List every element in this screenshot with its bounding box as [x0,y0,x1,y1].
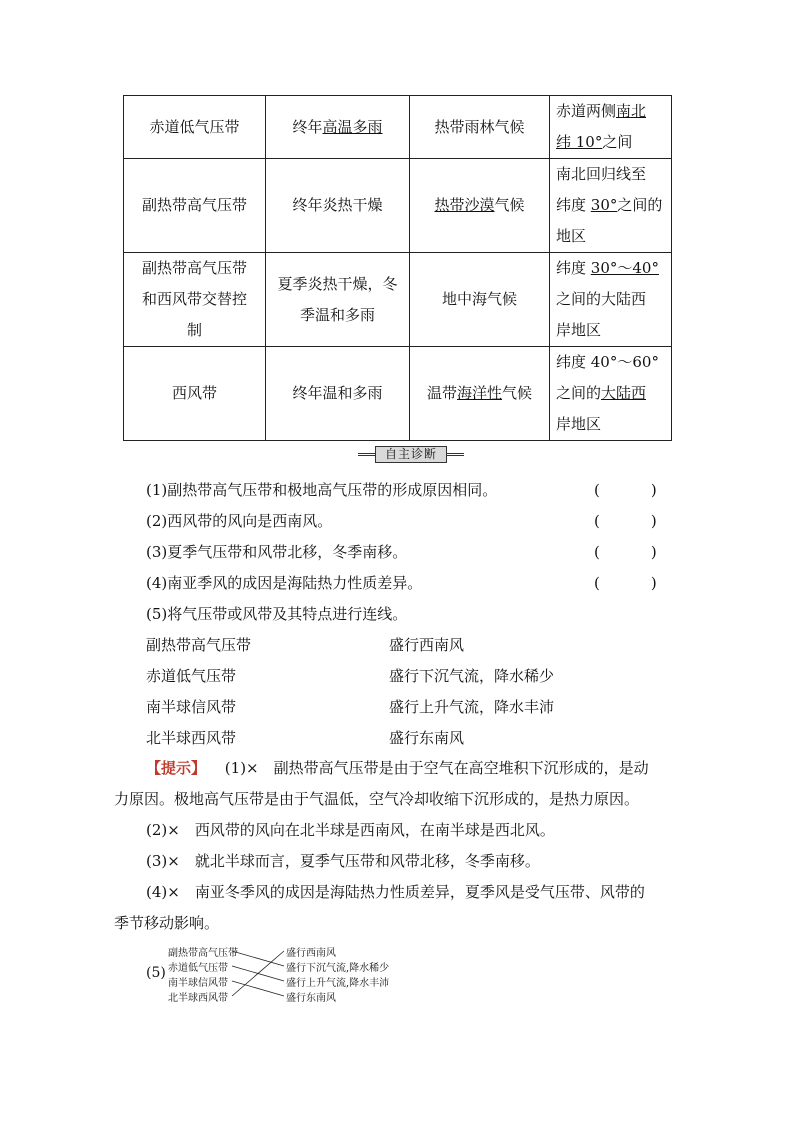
table-cell: 热带雨林气候 [410,96,550,159]
table-cell: 终年温和多雨 [266,347,410,441]
match-right-item: 盛行上升气流，降水丰沛 [389,698,555,716]
section-banner [358,446,464,462]
table-row [124,347,672,441]
figure-left-item: 赤道低气压带 [168,963,228,974]
climate-table [123,95,672,441]
connector-line [232,981,284,996]
connector-line [232,951,284,996]
table-cell: 副热带高气压带 和西风带交替控 制 [124,253,266,347]
question-2: (2)西风带的风向是西南风。 [146,512,333,530]
match-left-item: 南半球信风带 [146,698,237,716]
figure-left-item: 北半球西风带 [168,993,228,1004]
figure-left-item: 南半球信风带 [168,978,228,989]
table-cell: 夏季炎热干燥，冬 季温和多雨 [266,253,410,347]
connector-line [232,951,284,966]
figure-label: (5) [146,965,166,981]
answer-paren-3: ( ) [594,543,675,561]
figure-right-item: 盛行西南风 [286,948,336,959]
table-cell: 赤道两侧南北 纬 10°之间 [550,96,672,159]
match-left-item: 北半球西风带 [146,729,237,747]
table-cell: 纬度 40°～60° 之间的大陆西 岸地区 [550,347,672,441]
table-cell: 西风带 [124,347,266,441]
table-cell: 温带海洋性气候 [410,347,550,441]
table-cell: 终年高温多雨 [266,96,410,159]
question-4: (4)南亚季风的成因是海陆热力性质差异。 [146,574,423,592]
match-right-item: 盛行西南风 [389,636,465,654]
figure-right-item: 盛行上升气流,降水丰沛 [286,978,390,989]
table-cell: 地中海气候 [410,253,550,347]
table-cell: 副热带高气压带 [124,159,266,253]
answer-line: (4)× 南亚冬季风的成因是海陆热力性质差异，夏季风是受气压带、风带的 [146,883,645,901]
table-cell: 终年炎热干燥 [266,159,410,253]
table-row [124,159,672,253]
hint-label: 【提示】 [146,759,207,777]
table-row [124,253,672,347]
answer-paren-4: ( ) [594,574,675,592]
question-1: (1)副热带高气压带和极地高气压带的形成原因相同。 [146,481,498,499]
table-row [124,96,672,159]
banner-label: 自主诊断 [375,446,447,463]
answer-line: 季节移动影响。 [114,914,220,932]
table-cell: 南北回归线至 纬度 30°之间的 地区 [550,159,672,253]
figure-right-item: 盛行东南风 [286,993,336,1004]
table-cell: 热带沙漠气候 [410,159,550,253]
answer-paren-1: ( ) [594,481,675,499]
answer-line: (3)× 就北半球而言，夏季气压带和风带北移，冬季南移。 [146,852,540,870]
answer-line: (2)× 西风带的风向在北半球是西南风，在南半球是西北风。 [146,821,555,839]
answer-text: (1)× 副热带高气压带是由于空气在高空堆积下沉形成的，是动 [224,759,649,777]
match-left-item: 副热带高气压带 [146,636,252,654]
match-connector-lines [230,944,288,1006]
answer-paren-2: ( ) [594,512,675,530]
figure-right-item: 盛行下沉气流,降水稀少 [286,963,390,974]
figure-left-item: 副热带高气压带 [168,948,238,959]
answer-line: 力原因。极地高气压带是由于气温低，空气冷却收缩下沉形成的，是热力原因。 [114,790,640,808]
table-cell: 赤道低气压带 [124,96,266,159]
match-right-item: 盛行东南风 [389,729,465,747]
match-left-item: 赤道低气压带 [146,667,237,685]
answer-line [146,753,649,784]
question-5: (5)将气压带或风带及其特点进行连线。 [146,605,408,623]
table-cell: 纬度 30°～40° 之间的大陆西 岸地区 [550,253,672,347]
question-3: (3)夏季气压带和风带北移，冬季南移。 [146,543,408,561]
match-right-item: 盛行下沉气流，降水稀少 [389,667,555,685]
